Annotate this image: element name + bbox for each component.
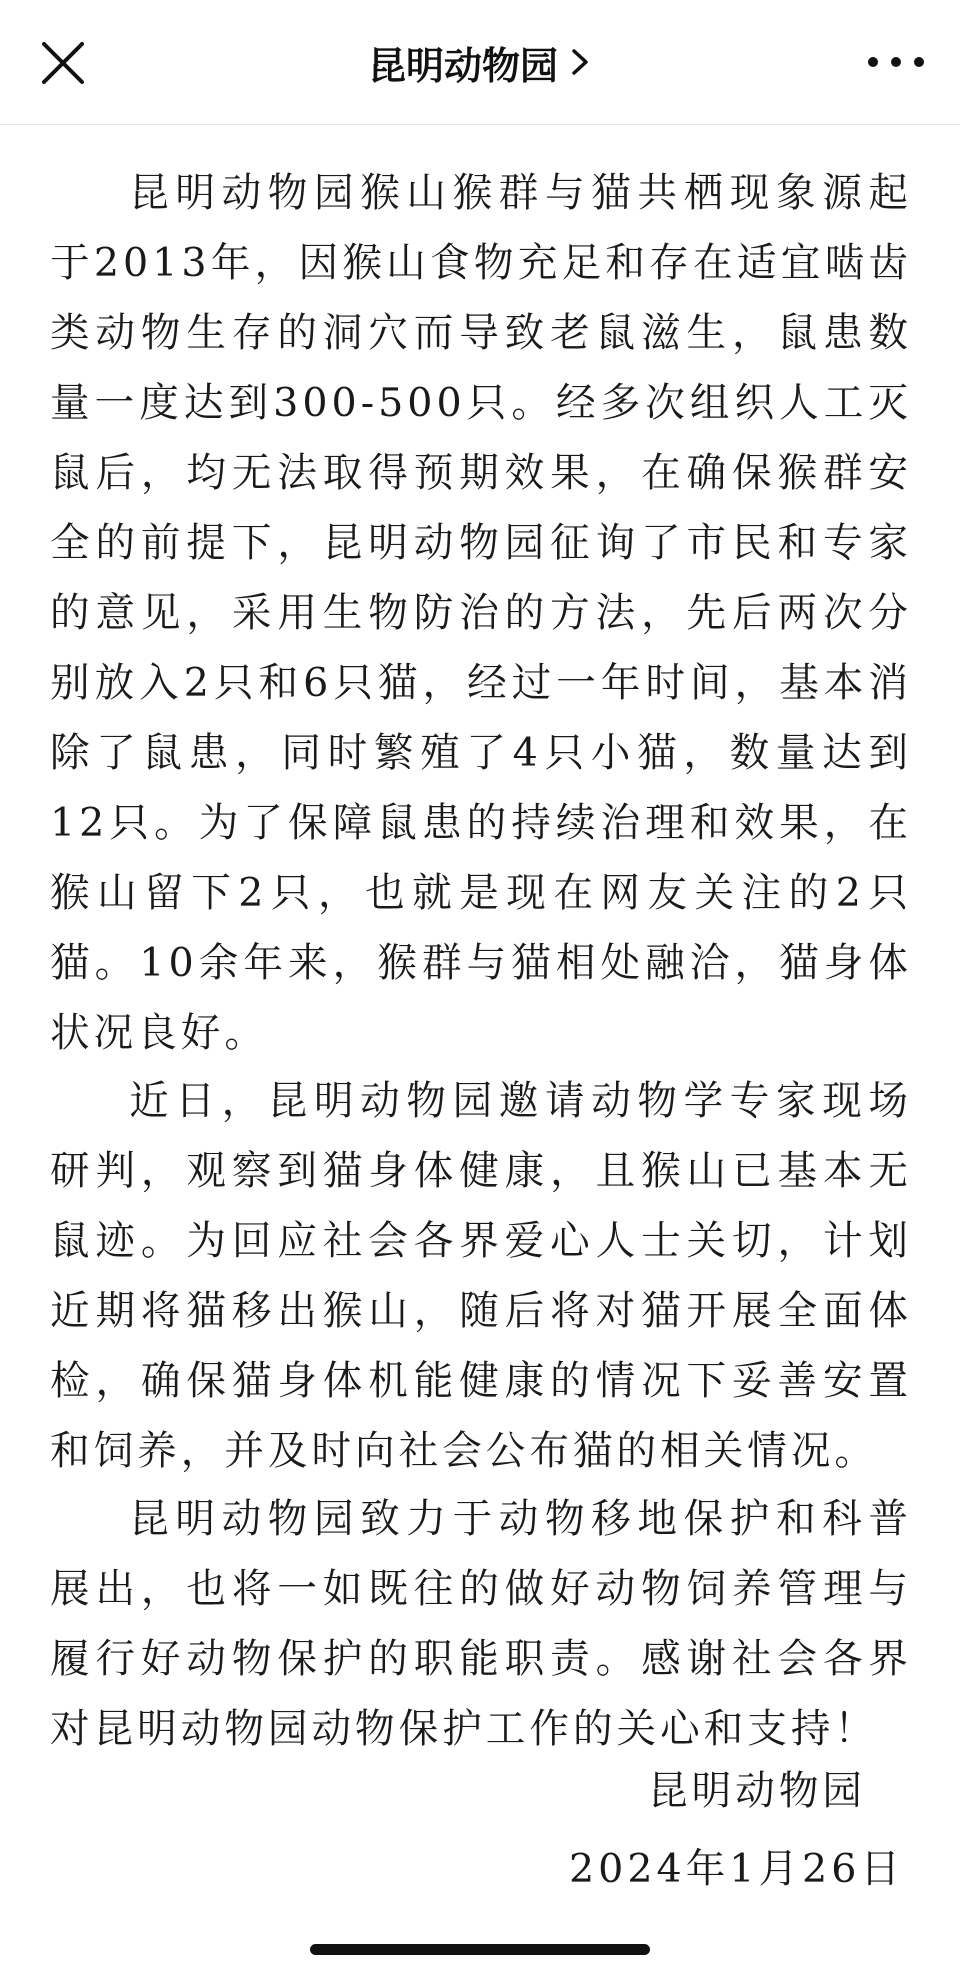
signature-block <box>569 1752 904 1908</box>
account-name: 昆明动物园 <box>367 43 558 88</box>
close-button[interactable] <box>36 36 90 90</box>
more-options-icon <box>891 57 901 67</box>
more-options-icon <box>868 57 878 67</box>
more-options-button[interactable] <box>868 48 924 76</box>
article-paragraph-1: 昆明动物园猴山猴群与猫共栖现象源起于2013年，因猴山食物充足和存在适宜啮齿类动物生存的洞穴而导致老鼠滋生，鼠患数量一度达到300-500只。经多次组织人工灭鼠后，均无法取得预期效果，在确保猴群安全的前提下，昆明动物园征询了市民和专家的意见，采用生物防治的方法，先后两次分别放入2只和6只猫，经过一年时间，基本消除了鼠患，同时繁殖了4只小猫，数量达到12只。为了保障鼠患的持续治理和效果，在猴山留下2只，也就是现在网友关注的2只猫。10余年来，猴群与猫相处融洽，猫身体状况良好。 <box>50 170 912 1056</box>
article-paragraph-3: 昆明动物园致力于动物移地保护和科普展出，也将一如既往的做好动物饲养管理与履行好动物保护的职能职责。感谢社会各界对昆明动物园动物保护工作的关心和支持！ <box>50 1496 912 1752</box>
signature-organization: 昆明动物园 <box>648 1768 866 1814</box>
account-title-link[interactable] <box>368 35 592 90</box>
signature-date: 2024年1月26日 <box>568 1846 904 1892</box>
article-body <box>50 158 912 1762</box>
chevron-right-icon <box>568 45 592 79</box>
navigation-bar <box>0 0 960 125</box>
home-indicator[interactable] <box>310 1944 650 1955</box>
close-icon <box>36 36 90 90</box>
more-options-icon <box>914 57 924 67</box>
article-paragraph-2: 近日，昆明动物园邀请动物学专家现场研判，观察到猫身体健康，且猴山已基本无鼠迹。为回应社会各界爱心人士关切，计划近期将猫移出猴山，随后将对猫开展全面体检，确保猫身体机能健康的情况下妥善安置和饲养，并及时向社会公布猫的相关情况。 <box>50 1078 912 1474</box>
